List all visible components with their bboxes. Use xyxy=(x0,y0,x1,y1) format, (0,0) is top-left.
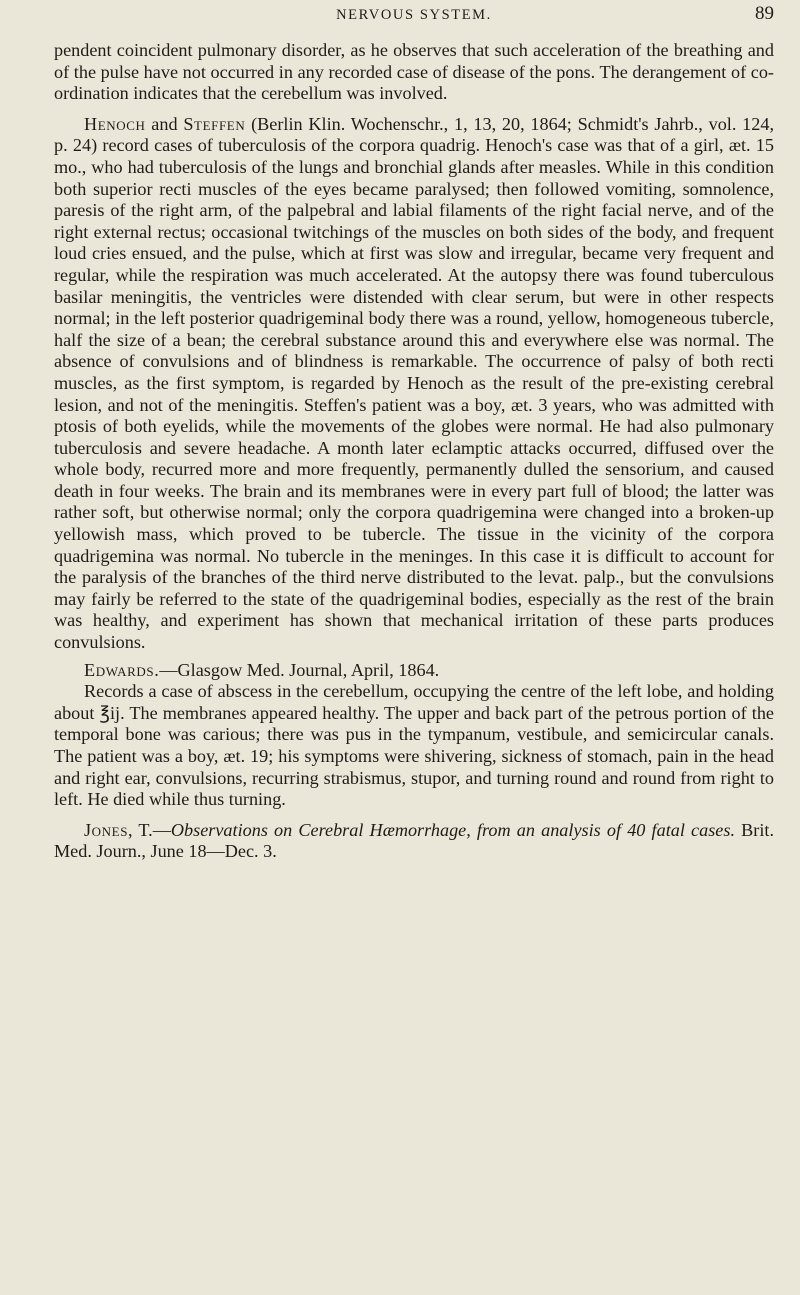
author-name: Henoch xyxy=(84,113,146,134)
citation-jones xyxy=(54,820,774,863)
article-title: Observations on Cerebral Hæmorrhage, from an analysis of 40 fatal cases. xyxy=(170,819,735,840)
body-text xyxy=(54,40,774,863)
paragraph-henoch-steffen xyxy=(54,114,774,654)
paragraph-text: Records a case of abscess in the cerebellum, occupying the centre of the left lobe, and holding about ℥ij. The membranes appeared healthy. The upper and back part of the petrous portion of the temporal bone was carious; there was pus in the tympanum, vestibule, and semicircular canals. The patient was a boy, æt. 19; his symptoms were shivering, sickness of stomach, pain in the head and right ear, convulsions, recurring strabismus, stupor, and turning round and round from right to left. He died while thus turning. xyxy=(54,681,774,810)
citation-text: —Glasgow Med. Journal, April, 1864. xyxy=(159,659,440,680)
citation-text: , T.— xyxy=(128,819,171,840)
author-name: Jones xyxy=(84,819,129,840)
author-name: Steffen xyxy=(183,113,246,134)
running-title: NERVOUS SYSTEM. xyxy=(336,7,492,23)
paragraph-continuation xyxy=(54,40,774,105)
citation-edwards xyxy=(54,660,774,682)
connector-text: and xyxy=(145,113,184,134)
author-name: Edwards. xyxy=(84,659,160,680)
paragraph-text: pendent coincident pulmonary disorder, as he observes that such acceleration of the breathing and of the pulse have not occurred in any recorded case of disease of the pons. The derangement of co-ordination indicates that the cerebellum was involved. xyxy=(54,40,774,104)
page-number: 89 xyxy=(755,3,774,24)
citation-text: Brit. Med. Journ., June 18—Dec. 3. xyxy=(54,819,774,862)
running-head xyxy=(54,3,774,27)
paragraph-text: (Berlin Klin. Wochenschr., 1, 13, 20, 1864; Schmidt's Jahrb., vol. 124, p. 24) record cases of tuberculosis of the corpora quadrig. Henoch's case was that of a girl, æt. 15 mo., who had tuberculosis of the lungs and bronchial glands after measles. While in this condition both superior recti muscles of the eyes became paralysed; then followed vomiting, somnolence, paresis of the right arm, of the palpebral and labial filaments of the right facial nerve, and of the right external rectus; occasional twitchings of the muscles on both sides of the body, and frequent loud cries ensued, and the pulse, which at first was slow and irregular, became very frequent and regular, while the respiration was much accelerated. At the autopsy there was found tuberculous basilar meningitis, the ventricles were distended with clear serum, but were in other respects normal; in the left posterior quadrigeminal body there was a round, yellow, homogeneous tubercle, half the size of a bean; the cerebral substance around this and everywhere else was normal. The absence of convulsions and of blindness is remarkable. The occurrence of palsy of both recti muscles, as the first symptom, is regarded by Henoch as the result of the pre-existing cerebral lesion, and not of the meningitis. Steffen's patient was a boy, æt. 3 years, who was admitted with ptosis of both eyelids, while the movements of the globes were normal. He had also pulmonary tuberculosis and severe headache. A month later eclamptic attacks occurred, diffused over the whole body, recurred more and more frequently, permanently dulled the sensorium, and caused death in four weeks. The brain and its membranes were in every part full of blood; the latter was rather soft, but otherwise normal; only the corpora quadrigemina were changed into a broken-up yellowish mass, which proved to be tubercle. The tissue in the vicinity of the corpora quadrigemina was normal. No tubercle in the meninges. In this case it is difficult to account for the paralysis of the branches of the third nerve distributed to the levat. palp., but the convulsions may fairly be referred to the state of the quadrigeminal bodies, especially as the rest of the brain was healthy, and experiment has shown that mechanical irritation of these parts produces convulsions. xyxy=(54,113,775,653)
paragraph-edwards-abstract xyxy=(54,681,774,811)
